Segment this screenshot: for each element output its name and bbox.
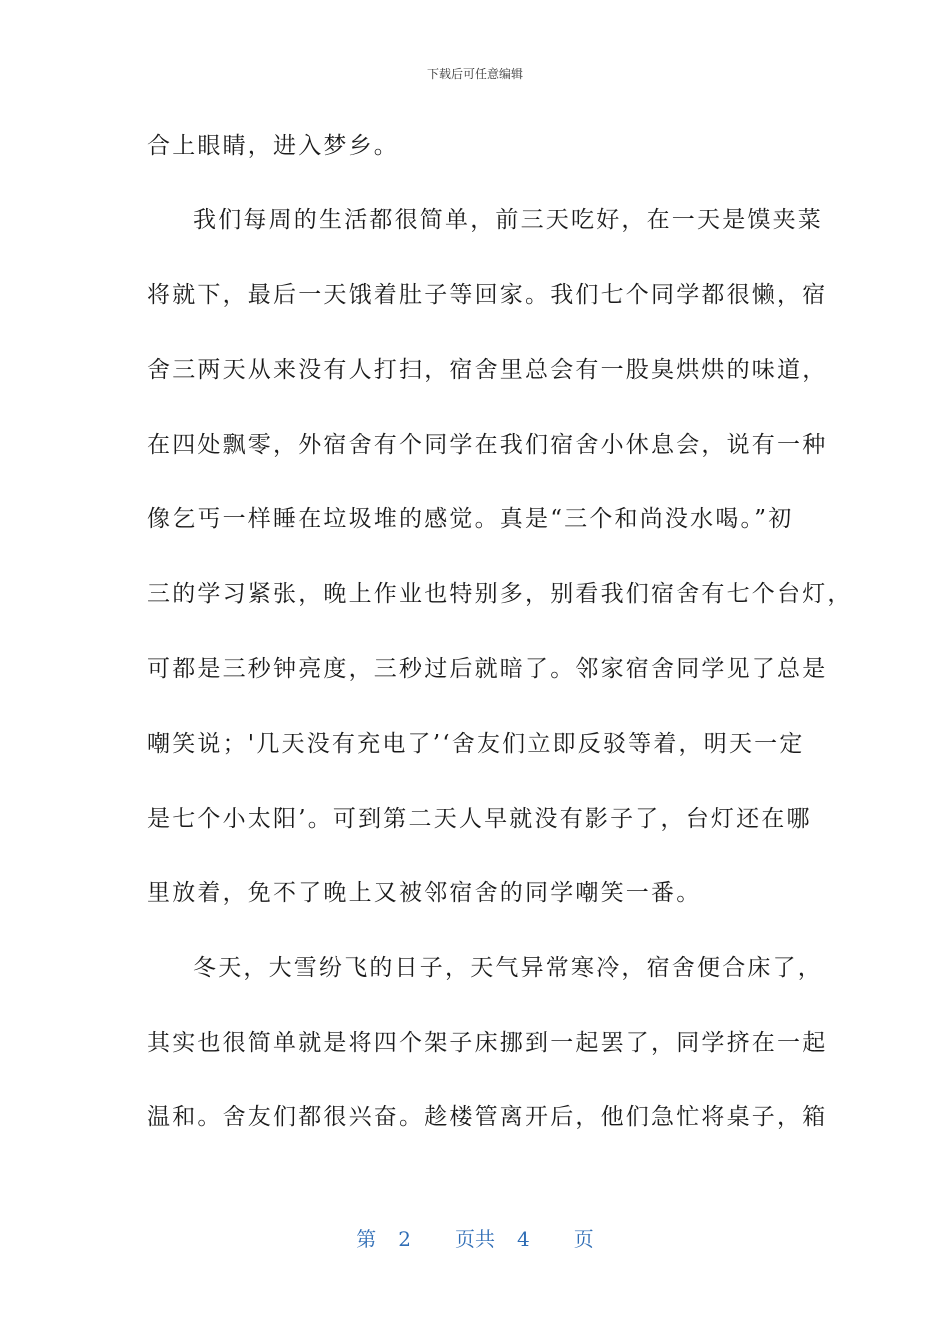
body-line: 我们每周的生活都很简单，前三天吃好，在一天是馍夹菜: [193, 207, 823, 233]
footer-ye: 页: [573, 1227, 594, 1251]
body-line: 舍三两天从来没有人打扫，宿舍里总会有一股臭烘烘的味道，: [147, 357, 828, 383]
body-line: 将就下，最后一天饿着肚子等回家。我们七个同学都很懒，宿: [147, 282, 828, 308]
footer-di: 第: [356, 1227, 377, 1251]
footer-current-page: 2: [398, 1227, 411, 1251]
body-line: 冬天，大雪纷飞的日子，天气异常寒冷，宿舍便合床了，: [193, 955, 823, 981]
page-footer: [0, 1226, 950, 1252]
body-line: 可都是三秒钟亮度，三秒过后就暗了。邻家宿舍同学见了总是: [147, 656, 828, 682]
page-header-note: 下载后可任意编辑: [426, 67, 523, 81]
body-line: 其实也很简单就是将四个架子床挪到一起罢了，同学挤在一起: [147, 1030, 828, 1056]
body-line: 合上眼睛，进入梦乡。: [147, 133, 399, 159]
footer-ye-gong: 页共: [455, 1227, 495, 1251]
footer-total-pages: 4: [517, 1227, 530, 1251]
body-line: 三的学习紧张，晚上作业也特别多，别看我们宿舍有七个台灯，: [147, 581, 853, 607]
body-line: 嘲笑说；'几天没有充电了’‘舍友们立即反驳等着，明天一定: [147, 731, 805, 757]
body-line: 像乞丐一样睡在垃圾堆的感觉。真是“三个和尚没水喝。”初: [147, 506, 794, 532]
body-line: 温和。舍友们都很兴奋。趁楼管离开后，他们急忙将桌子，箱: [147, 1104, 828, 1130]
body-line: 在四处飘零，外宿舍有个同学在我们宿舍小休息会，说有一种: [147, 432, 828, 458]
body-line: 里放着，免不了晚上又被邻宿舍的同学嘲笑一番。: [147, 880, 702, 906]
body-line: 是七个小太阳’。可到第二天人早就没有影子了，台灯还在哪: [147, 806, 812, 832]
